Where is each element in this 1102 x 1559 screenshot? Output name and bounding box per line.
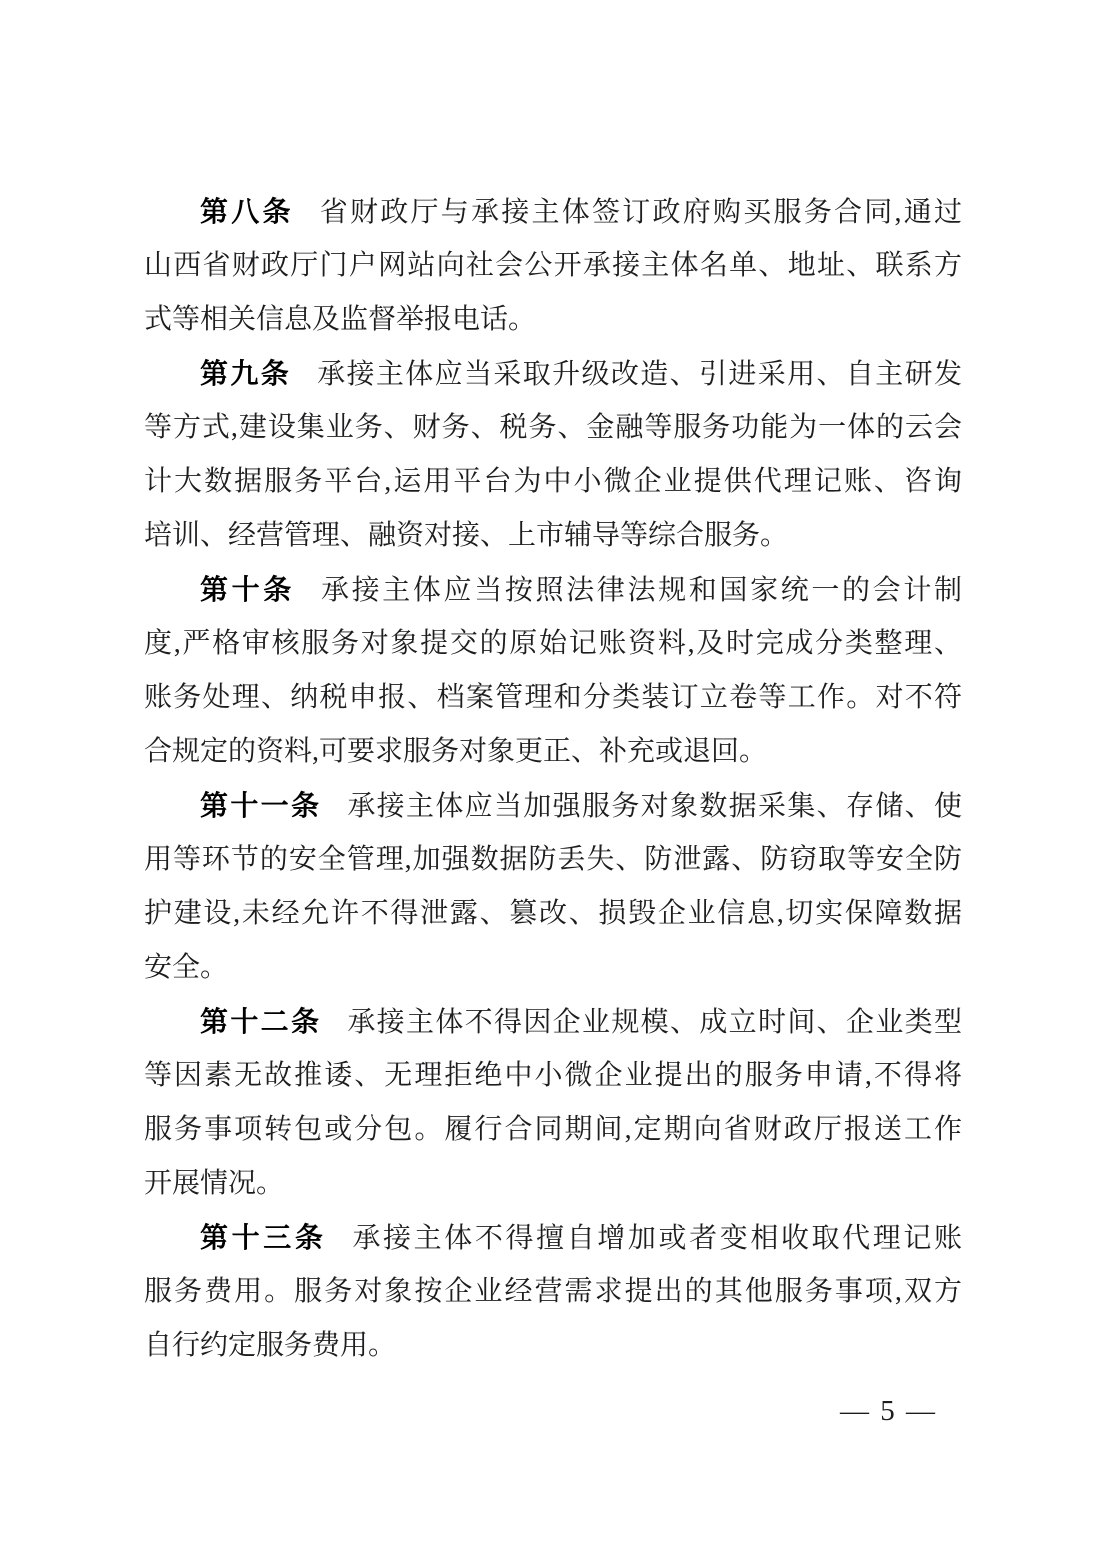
text-line: 山西省财政厅门户网站向社会公开承接主体名单、地址、联系方 [144, 250, 962, 281]
article-text: 承接主体应当按照法律法规和国家统一的会计制 [320, 575, 962, 606]
article-text: 承接主体应当加强服务对象数据采集、存储、使 [347, 791, 962, 822]
text-line: 合规定的资料,可要求服务对象更正、补充或退回。 [144, 736, 768, 767]
text-line: 护建设,未经允许不得泄露、篡改、损毁企业信息,切实保障数据 [144, 898, 962, 929]
article-8-paragraph [144, 185, 962, 347]
text-line: 用等环节的安全管理,加强数据防丢失、防泄露、防窃取等安全防 [144, 844, 962, 875]
article-9-paragraph [144, 347, 962, 563]
text-line: 等因素无故推诿、无理拒绝中小微企业提出的服务申请,不得将 [144, 1060, 962, 1091]
text-line: 服务事项转包或分包。履行合同期间,定期向省财政厅报送工作 [144, 1114, 962, 1145]
article-text: 承接主体不得擅自增加或者变相收取代理记账 [352, 1223, 962, 1254]
text-line: 式等相关信息及监督举报电话。 [144, 304, 537, 335]
article-number: 第十二条 [200, 1005, 322, 1038]
article-number: 第九条 [200, 357, 292, 390]
text-line [144, 185, 962, 239]
text-line: 计大数据服务平台,运用平台为中小微企业提供代理记账、咨询 [144, 466, 962, 497]
article-12-paragraph [144, 995, 962, 1211]
text-line: 账务处理、纳税申报、档案管理和分类装订立卷等工作。对不符 [144, 682, 962, 713]
page-number: — 5 — [840, 1395, 937, 1427]
text-line: 服务费用。服务对象按企业经营需求提出的其他服务事项,双方 [144, 1276, 962, 1307]
text-line [144, 995, 962, 1049]
article-text: 承接主体应当采取升级改造、引进采用、自主研发 [317, 359, 962, 390]
text-line: 培训、经营管理、融资对接、上市辅导等综合服务。 [144, 520, 789, 551]
text-line: 度,严格审核服务对象提交的原始记账资料,及时完成分类整理、 [144, 628, 962, 659]
text-line: 等方式,建设集业务、财务、税务、金融等服务功能为一体的云会 [144, 412, 962, 443]
article-13-paragraph [144, 1211, 962, 1373]
article-text: 承接主体不得因企业规模、成立时间、企业类型 [347, 1007, 962, 1038]
article-number: 第十一条 [200, 789, 322, 822]
text-line: 安全。 [144, 952, 229, 983]
article-10-paragraph [144, 563, 962, 779]
text-line: 开展情况。 [144, 1168, 285, 1199]
article-text: 省财政厅与承接主体签订政府购买服务合同,通过 [319, 197, 962, 228]
text-line [144, 347, 962, 401]
text-line: 自行约定服务费用。 [144, 1330, 397, 1361]
text-line [144, 779, 962, 833]
article-11-paragraph [144, 779, 962, 995]
article-number: 第八条 [200, 195, 294, 228]
article-number: 第十条 [200, 573, 295, 606]
text-line [144, 563, 962, 617]
article-number: 第十三条 [200, 1221, 327, 1254]
page-content [144, 185, 962, 1373]
text-line [144, 1211, 962, 1265]
